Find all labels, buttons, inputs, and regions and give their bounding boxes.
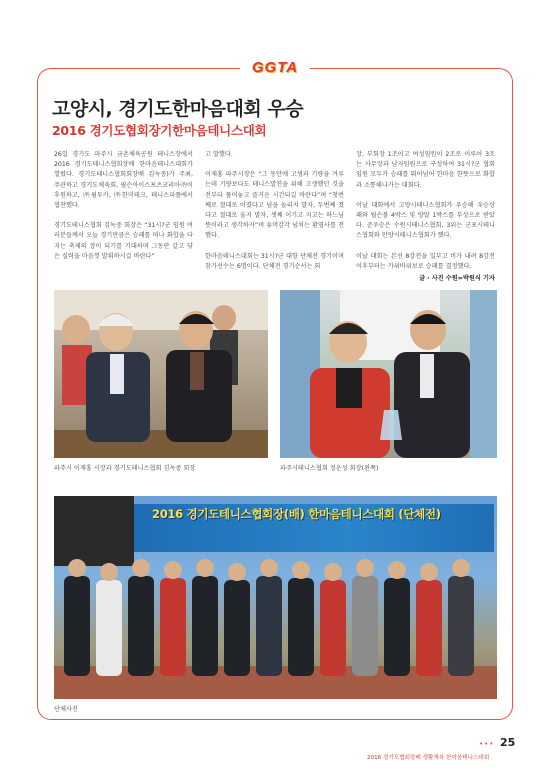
paragraph: 이날 대회에서 고양시테니스협회가 우승해 우승상패와 월슨볼 4박스 및 양말 1박스를 부상으로 받았다. 준우승은 수원시테니스협회, 3위는 군포시테니스협회와 안양시테니스협회가 했다.: [356, 201, 495, 240]
paragraph: 26일 경기도 파주시 금촌체육공원 테니스장에서 2016 경기도테니스협회장배 한마음테니스대회가 열렸다. 경기도테니스협회회장배 김녹중)가 주최, 주관하고 경기도체육회, 필슨아이스포츠코리아㈜이 후원하고, ㈜윌투카, ㈜한미테크, 테니스피플에서 협찬했다.: [54, 151, 193, 210]
section-footer: 2016 경기도협회장배 생활체육 한마음테니스대회: [367, 755, 490, 761]
banner-title: 2016 경기도테니스협회장(배) 한마음테니스대회 (단체전): [152, 507, 441, 521]
paragraph: 경기도테니스협회 김녹중 회장은 “31시?군 임원 여러분들께서 오늘 경기만큼은 승패를 떠나 화합을 다지는 축제의 장이 되기를 기대하며 그동안 갈고 닦은 실력을 마음껏 발휘하시길 바란다”: [54, 222, 193, 260]
page-number: 25: [500, 736, 516, 749]
text-column-2: [205, 150, 344, 282]
paragraph: 이재홍 파주시장은 “그 동안에 고생과 기량을 겨루는데 기량보다도 테니스발전을 위해 고생했던 것을 전부다 풀어놓고 즐거운 시간되길 바란다”며 “첫번째로 절대로 이겼다고 넘을 놀리지 말자, 두번째 졌다고 절대로 울지 말자, 셋째 이기고 지고는 하느님 뜻이라고 생각하자”며 유머감각 넘치는 환영사를 전했다.: [205, 171, 344, 240]
photo-caption: 파주시테니스협회 정운성 회장(왼쪽): [280, 465, 379, 472]
photo-caption: 단체사진: [54, 706, 78, 713]
paragraph: 고 말했다.: [205, 151, 233, 158]
paragraph: 한마음테니스대회는 31시?군 대항 단체전 경기이며 참가선수는 6명이다. 단체전 경기순서는 회: [205, 252, 344, 270]
article-subtitle: 2016 경기도협회장기한마음테니스대회: [52, 123, 267, 138]
logo: [240, 56, 310, 78]
paragraph: 장, 부회장 1조이고 여성임원이 2조로 이루어 3조는 사무장과 남자임원으로 구성하여 31시?군 협회임원 모두가 승패를 뛰어넘어 한마음 한뜻으로 화합과 소통해나가는 대회다.: [356, 151, 495, 189]
text-column-3: [356, 150, 495, 284]
photo-caption: 파주시 이재홍 시장과 경기도테니스협회 김녹중 회장: [54, 465, 196, 472]
logo-text: GGTA: [251, 58, 299, 76]
paragraph: 이날 대회는 본선 8강전을 일부고 비가 내려 8강전 이후부터는 가위바위보로 승패를 결정했다.: [356, 252, 495, 270]
photo-group: [54, 496, 497, 699]
article-title: 고양시, 경기도한마음대회 우승: [52, 98, 304, 120]
byline: 글 · 사진 수원=박원식 기자: [419, 275, 495, 283]
text-column-1: [54, 150, 193, 272]
photo-mayor-and-president: [54, 290, 268, 458]
page-dots: •••: [479, 740, 495, 748]
photo-trophy-presentation: [280, 290, 497, 458]
